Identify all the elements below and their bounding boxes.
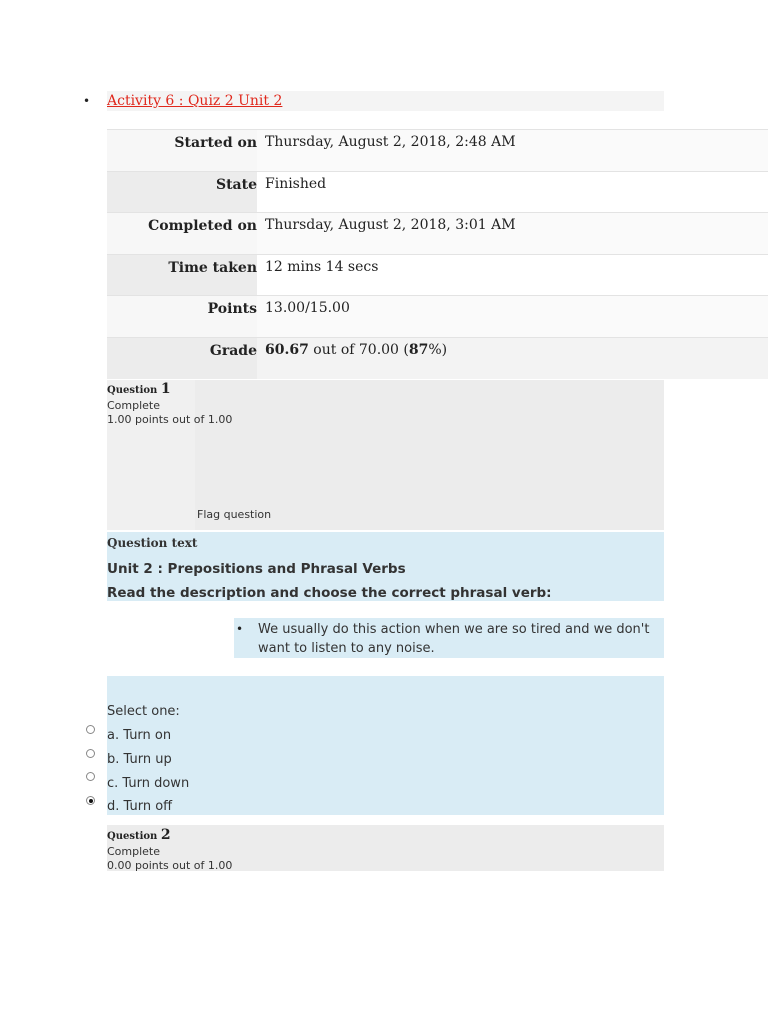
question-number: 1 (160, 381, 171, 397)
breadcrumb-bullet: • (83, 94, 91, 108)
question-text-label: Question text (107, 536, 198, 550)
option-d-label[interactable]: d. Turn off (107, 799, 173, 814)
summary-value: 12 mins 14 secs (257, 255, 768, 296)
breadcrumb-activity-link[interactable]: Activity 6 : Quiz 2 Unit 2 (107, 93, 283, 109)
summary-label: Time taken (107, 255, 257, 296)
summary-row-grade (107, 337, 768, 379)
summary-row-time (107, 254, 768, 296)
question-2-points: 0.00 points out of 1.00 (107, 859, 233, 872)
question-1-points: 1.00 points out of 1.00 (107, 413, 233, 426)
summary-label: Started on (107, 130, 257, 171)
question-prefix: Question (107, 385, 161, 396)
option-b-label[interactable]: b. Turn up (107, 752, 172, 767)
grade-value (257, 338, 768, 379)
summary-value: Finished (257, 172, 768, 213)
select-one-label: Select one: (107, 704, 180, 719)
option-a-label[interactable]: a. Turn on (107, 728, 172, 743)
option-a-radio[interactable] (86, 725, 95, 734)
summary-row-state (107, 171, 768, 213)
grade-out-of: out of 70.00 ( (308, 341, 409, 358)
question-heading-instruction: Read the description and choose the correct phrasal verb: (107, 585, 552, 601)
question-prefix: Question (107, 831, 161, 842)
description-bullet: • (236, 622, 244, 636)
grade-percent: 87 (408, 341, 429, 358)
summary-row-completed (107, 212, 768, 254)
option-d-radio[interactable] (86, 796, 95, 805)
summary-row-started (107, 129, 768, 171)
question-1-status: Complete (107, 399, 161, 412)
summary-value: Thursday, August 2, 2018, 2:48 AM (257, 130, 768, 171)
summary-row-points (107, 295, 768, 337)
question-description: We usually do this action when we are so tired and we don't want to listen to any noise. (258, 622, 650, 656)
summary-label: State (107, 172, 257, 213)
summary-label: Points (107, 296, 257, 337)
summary-label: Completed on (107, 213, 257, 254)
attempt-summary-table (107, 129, 768, 379)
summary-value: Thursday, August 2, 2018, 3:01 AM (257, 213, 768, 254)
question-number: 2 (160, 827, 171, 843)
answer-panel (107, 676, 664, 815)
option-c-label[interactable]: c. Turn down (107, 776, 190, 791)
option-b-radio[interactable] (86, 749, 95, 758)
grade-suffix: %) (428, 341, 448, 358)
question-2-status: Complete (107, 845, 161, 858)
question-heading-unit: Unit 2 : Prepositions and Phrasal Verbs (107, 561, 406, 577)
question-1-number (107, 381, 171, 397)
grade-score: 60.67 (265, 341, 309, 358)
summary-value: 13.00/15.00 (257, 296, 768, 337)
flag-question-button[interactable]: Flag question (197, 508, 272, 521)
summary-label: Grade (107, 338, 257, 379)
question-2-number (107, 827, 171, 843)
option-c-radio[interactable] (86, 772, 95, 781)
